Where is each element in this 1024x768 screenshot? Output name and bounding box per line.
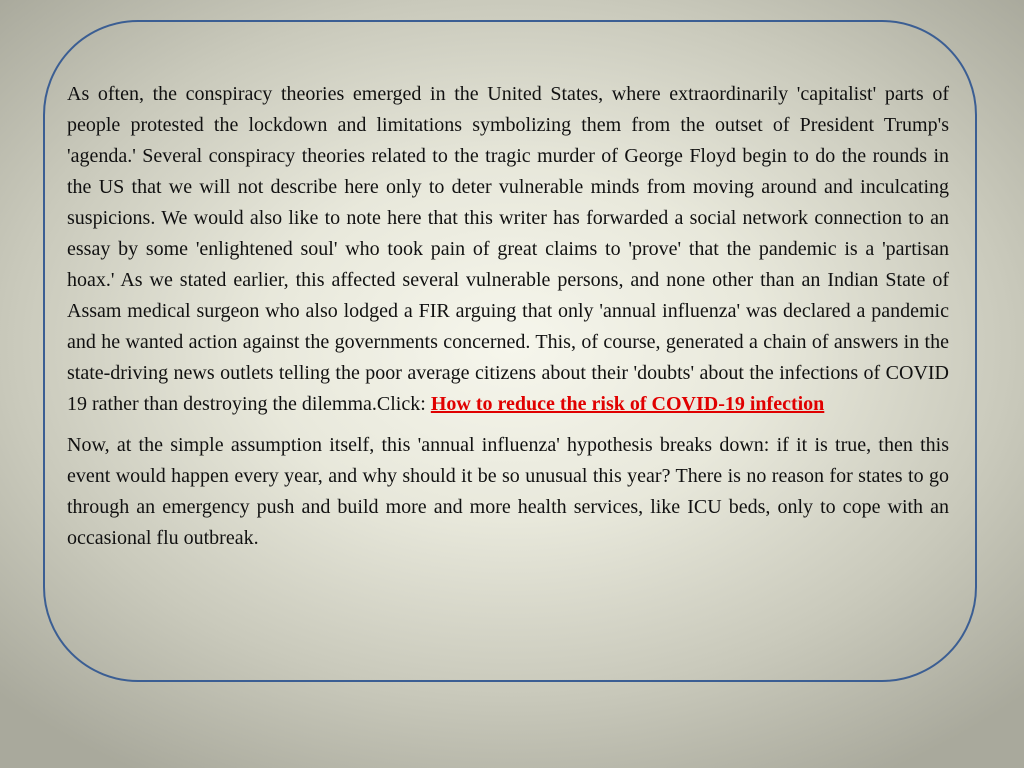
paragraph-2: Now, at the simple assumption itself, this 'annual influenza' hypothesis breaks down: if it is true, then this event would happen every year, and why should it be so unusual this year? There is no reason for states to go through an emergency push and build more and more health services, like ICU beds, only to cope with an occasional flu outbreak.	[67, 434, 949, 549]
slide-content	[67, 79, 949, 554]
paragraph-1-text: As often, the conspiracy theories emerged in the United States, where extraordinarily 'capitalist' parts of people protested the lockdown and limitations symbolizing them from the outset of President Trump's 'agenda.' Several conspiracy theories related to the tragic murder of George Floyd begin to do the rounds in the US that we will not describe here only to deter vulnerable minds from moving around and inculcating suspicions. We would also like to note here that this writer has forwarded a social network connection to an essay by some 'enlightened soul' who took pain of great claims to 'prove' that the pandemic is a 'partisan hoax.' As we stated earlier, this affected several vulnerable persons, and none other than an Indian State of Assam medical surgeon who also lodged a FIR arguing that only 'annual influenza' was declared a pandemic and he wanted action against the governments concerned. This, of course, generated a chain of answers in the state-driving news outlets telling the poor average citizens about their 'doubts' about the infections of COVID 19 rather than destroying the dilemma.Click:	[67, 83, 949, 415]
covid-risk-link[interactable]: How to reduce the risk of COVID-19 infection	[430, 393, 825, 415]
paragraph-1	[67, 79, 949, 420]
